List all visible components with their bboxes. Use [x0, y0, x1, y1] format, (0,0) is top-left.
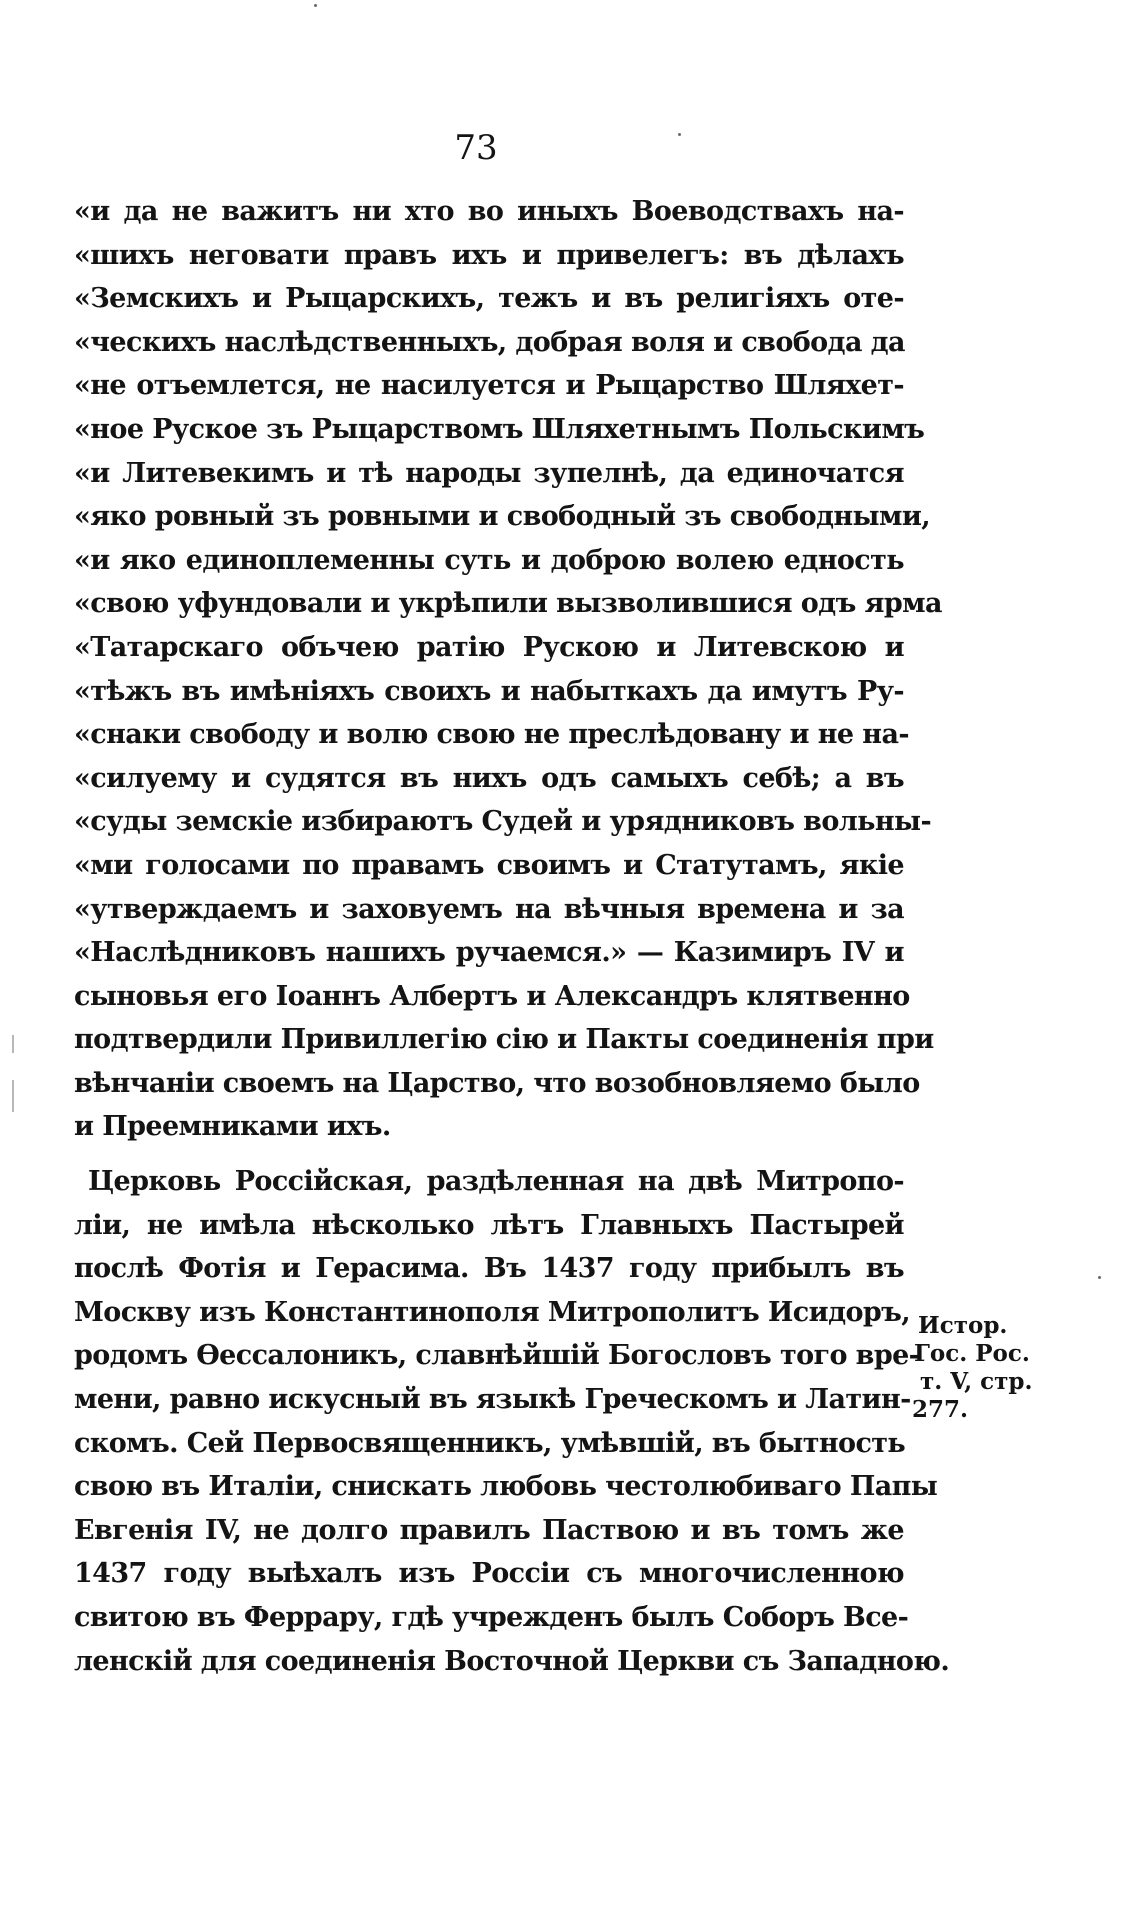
- text-line: «и яко единоплеменны суть и доброю волею едность: [74, 544, 904, 576]
- rule-mark: [12, 1035, 14, 1053]
- text-line: «ческихъ наслѣдственныхъ, добрая воля и свобода да: [74, 326, 905, 358]
- text-line: «суды земскіе избираютъ Судей и урядниковъ вольны-: [74, 806, 932, 838]
- text-line: родомъ Ѳессалоникъ, славнѣйшій Богословъ того вре-: [74, 1340, 920, 1372]
- text-line: скомъ. Сей Первосвященникъ, умѣвшій, въ бытность: [74, 1427, 906, 1459]
- text-line: и Преемниками ихъ.: [74, 1111, 391, 1143]
- text-line: «снаки свободу и волю свою не преслѣдовану и не на-: [74, 719, 909, 751]
- text-line: подтвердили Привиллегію сію и Пакты соединенія при: [74, 1024, 934, 1056]
- text-line: 1437 году выѣхалъ изъ Россіи съ многочисленною: [74, 1558, 904, 1590]
- margin-note-line: Истор.: [918, 1312, 1008, 1339]
- margin-note-line: Гос. Рос.: [914, 1340, 1030, 1367]
- speck: [678, 133, 681, 136]
- text-line: «Наслѣдниковъ нашихъ ручаемся.» — Казимиръ IV и: [74, 937, 904, 969]
- page-number: 73: [454, 128, 498, 168]
- speck: [314, 4, 317, 7]
- text-line: «ное Руское зъ Рыцарствомъ Шляхетнымъ Польскимъ: [74, 413, 925, 445]
- margin-note-line: т. V, стр.: [920, 1368, 1033, 1395]
- margin-note: [912, 1312, 1033, 1424]
- text-line: Церковь Россійская, раздѣленная на двѣ Митропо-: [88, 1166, 904, 1198]
- text-line: «тѣжъ въ имѣніяхъ своихъ и набыткахъ да имутъ Ру-: [74, 675, 904, 707]
- text-line: ленскій для соединенія Восточной Церкви съ Западною.: [74, 1645, 950, 1677]
- text-line: «яко ровный зъ ровными и свободный зъ свободными,: [74, 501, 931, 533]
- text-line: «силуему и судятся въ нихъ одъ самыхъ себѣ; а въ: [74, 762, 904, 794]
- text-line: сыновья его Іоаннъ Албертъ и Александръ клятвенно: [74, 980, 910, 1012]
- text-line: «не отъемлется, не насилуется и Рыцарство Шляхет-: [74, 370, 904, 402]
- text-line: «и да не важитъ ни хто во иныхъ Воеводствахъ на-: [74, 196, 904, 227]
- text-line: свою въ Италіи, снискать любовь честолюбиваго Папы: [74, 1471, 938, 1503]
- text-line: Евгенія IV, не долго правилъ Паствою и въ томъ же: [74, 1514, 904, 1546]
- text-line: послѣ Фотія и Герасима. Въ 1437 году прибылъ въ: [74, 1253, 904, 1285]
- text-line: «свою уфундовали и укрѣпили вызволившися одъ ярма: [74, 588, 942, 620]
- text-line: «Земскихъ и Рыцарскихъ, тежъ и въ религіяхъ оте-: [74, 283, 904, 315]
- rule-mark: [12, 1080, 14, 1112]
- margin-note-line: 277.: [912, 1396, 969, 1423]
- text-line: мени, равно искусный въ языкѣ Греческомъ и Латин-: [74, 1384, 911, 1416]
- text-line: «и Литевекимъ и тѣ народы зупелнѣ, да единочатся: [74, 457, 904, 489]
- text-line: свитою въ Феррару, гдѣ учрежденъ былъ Соборъ Все-: [74, 1602, 909, 1633]
- text-line: Москву изъ Константинополя Митрополитъ Исидоръ,: [74, 1296, 911, 1328]
- text-line: «шихъ неговати правъ ихъ и привелегъ: въ дѣлахъ: [74, 239, 904, 271]
- paragraph-gap: [74, 1149, 904, 1160]
- text-line: вѣнчаніи своемъ на Царство, что возобновляемо было: [74, 1067, 920, 1099]
- text-line: «ми голосами по правамъ своимъ и Статутамъ, якіе: [74, 849, 904, 881]
- text-line: ліи, не имѣла нѣсколько лѣтъ Главныхъ Пастырей: [74, 1209, 904, 1241]
- text-line: «Татарскаго объчею ратію Рускою и Литевскою и: [74, 631, 904, 663]
- text-line: «утверждаемъ и заховуемъ на вѣчныя времена и за: [74, 893, 904, 925]
- speck: [1098, 1276, 1101, 1279]
